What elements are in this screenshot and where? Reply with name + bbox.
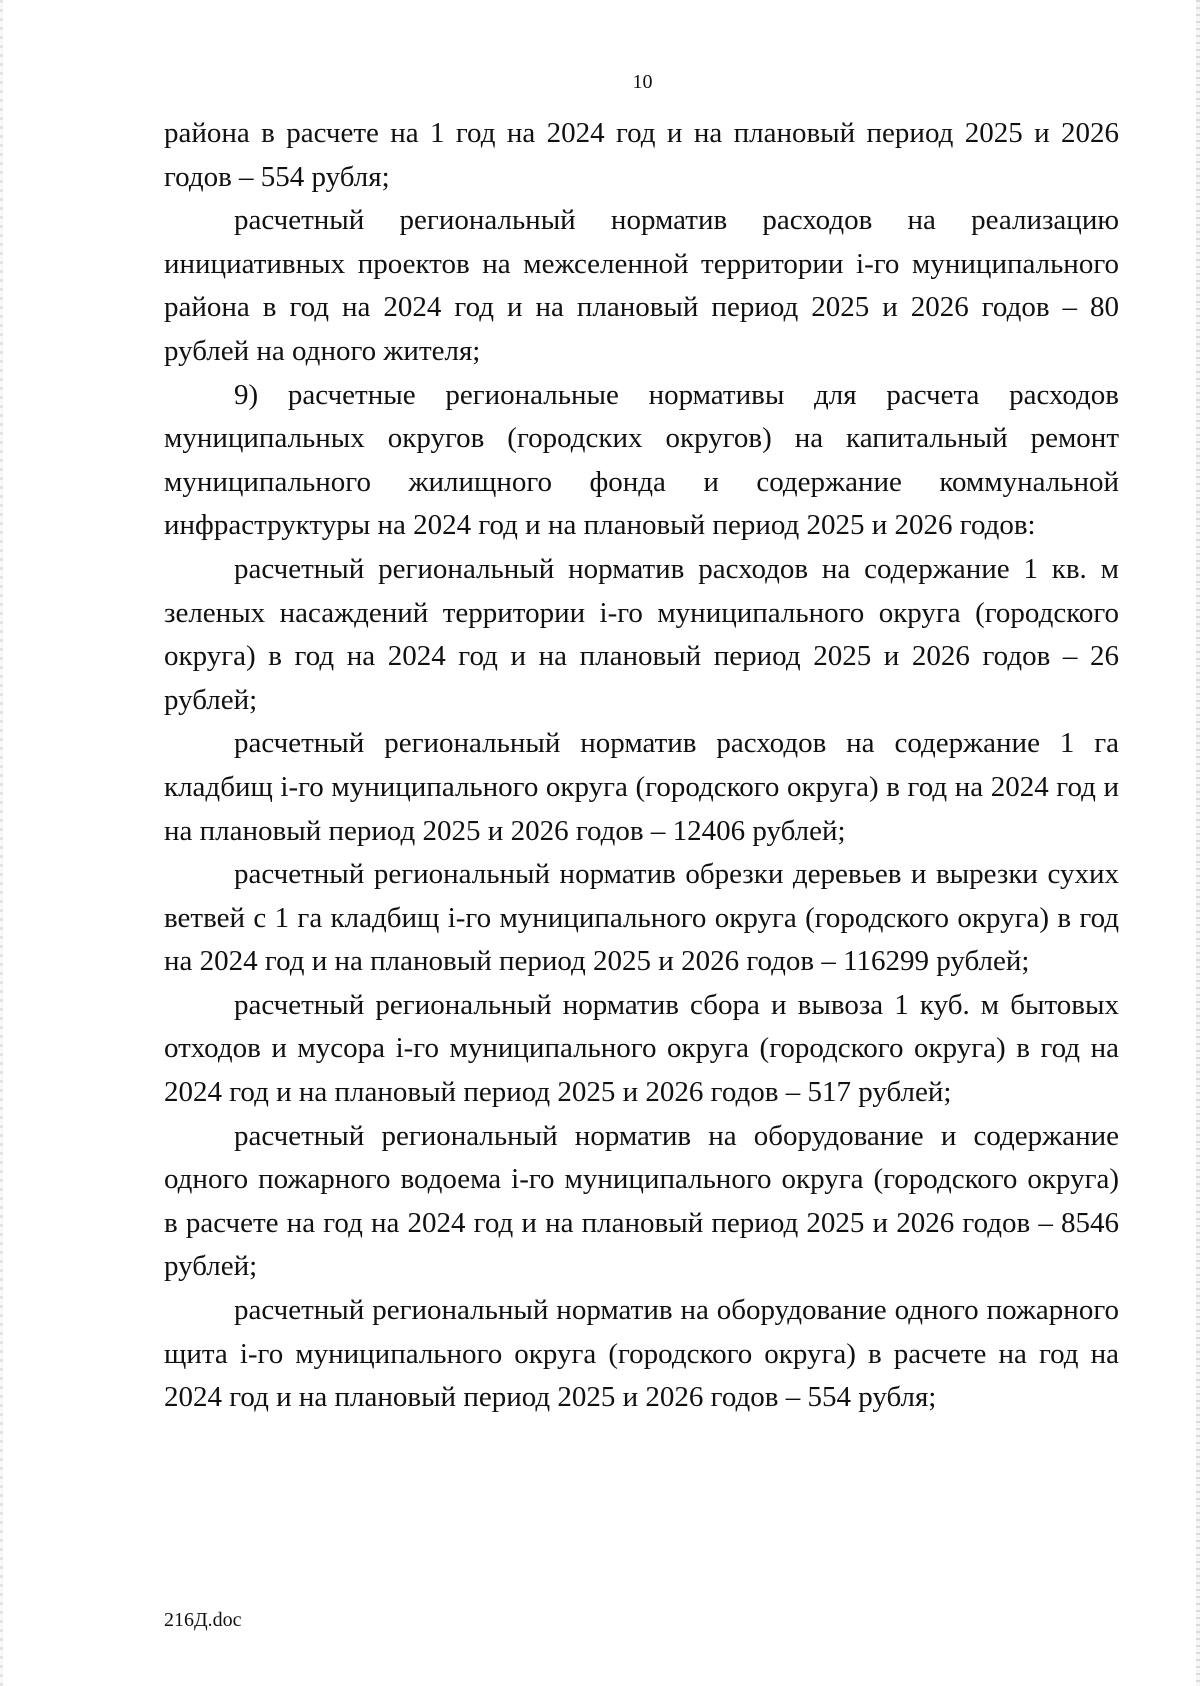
paragraph: расчетный региональный норматив расходов на содержание 1 кв. м зеленых насаждений территории i-го муниципального округа (городского округа) в год на 2024 год и на плановый период 2025 и 2026 годов – 26 рублей; [164, 552, 1119, 716]
paragraph: района в расчете на 1 год на 2024 год и на плановый период 2025 и 2026 годов – 554 рубля; [164, 117, 1119, 193]
paragraph: расчетный региональный норматив на оборудование и содержание одного пожарного водоема i-го муниципального округа (городского округа) в расчете на год на 2024 год и на плановый период 2025 и 2026 годов – 8546 рублей; [164, 1119, 1119, 1283]
paragraph: 9) расчетные региональные нормативы для расчета расходов муниципальных округов (городских округов) на капитальный ремонт муниципального жилищного фонда и содержание коммунальной инфраструктуры на 2024 год и на плановый период 2025 и 2026 годов: [164, 378, 1119, 542]
paragraph: расчетный региональный норматив обрезки деревьев и вырезки сухих ветвей с 1 га кладбищ i-го муниципального округа (городского округа) в год на 2024 год и на плановый период 2025 и 2026 годов – 116299 рублей; [164, 858, 1119, 978]
paragraph: расчетный региональный норматив сбора и вывоза 1 куб. м бытовых отходов и мусора i-го муниципального округа (городского округа) в год на 2024 год и на плановый период 2025 и 2026 годов – 517 рублей; [164, 988, 1119, 1109]
scan-edge-left [0, 0, 3, 1686]
paragraph: расчетный региональный норматив на оборудование одного пожарного щита i-го муниципального округа (городского округа) в расчете на год на 2024 год и на плановый период 2025 и 2026 годов – 554 рубля; [164, 1294, 1119, 1414]
paragraph: расчетный региональный норматив расходов на содержание 1 га кладбищ i-го муниципального округа (городского округа) в год на 2024 год и на плановый период 2025 и 2026 годов – 12406 рублей; [164, 727, 1119, 847]
paragraph: расчетный региональный норматив расходов на реализацию инициативных проектов на межселенной территории i-го муниципального района в год на 2024 год и на плановый период 2025 и 2026 годов – 80 рублей на одного жителя; [164, 204, 1119, 367]
scan-edge-right [1196, 0, 1200, 1686]
document-body [164, 112, 1119, 1420]
footer-file-name: 216Д.doc [164, 1609, 242, 1631]
page-number: 10 [632, 71, 653, 93]
